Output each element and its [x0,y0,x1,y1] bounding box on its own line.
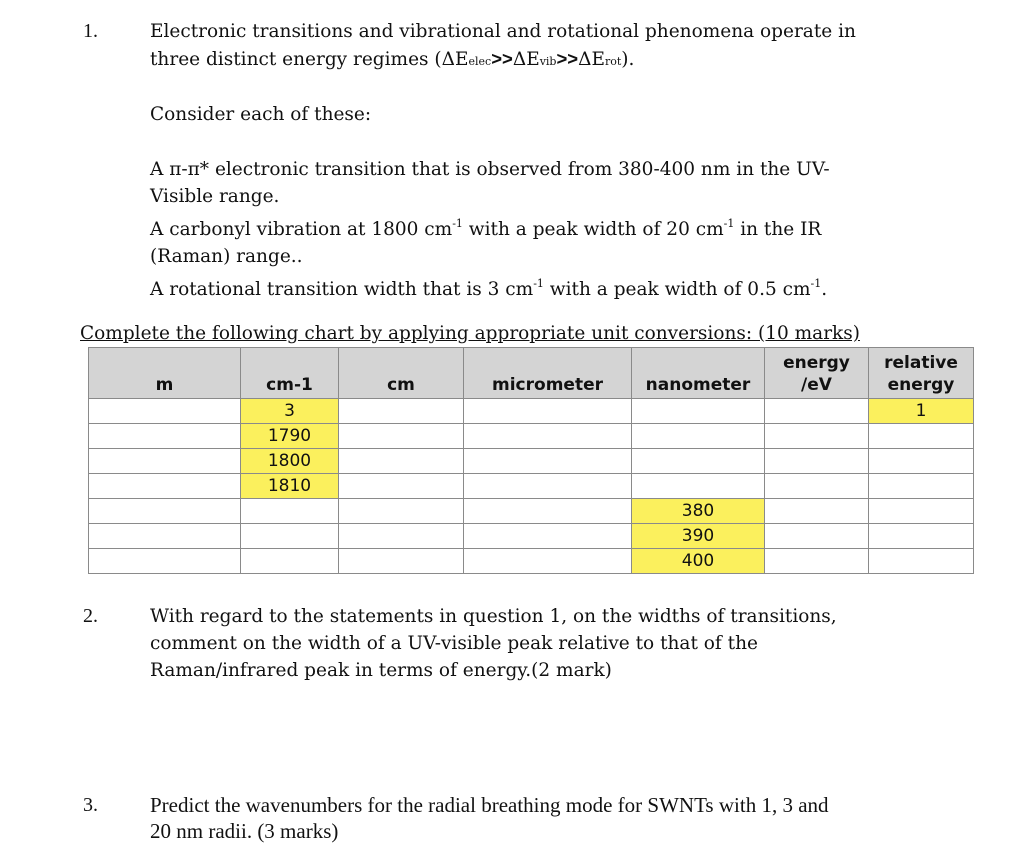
table-cell[interactable] [765,499,869,524]
consider-text: Consider each of these: [150,104,372,125]
table-cell[interactable] [241,524,339,549]
table-cell[interactable] [765,474,869,499]
table-cell[interactable] [89,474,241,499]
table-cell[interactable] [869,524,974,549]
table-cell[interactable] [869,474,974,499]
transition-electronic-line1: A π-π* electronic transition that is observed from 380-400 nm in the UV- [150,159,830,180]
question-3-number: 3. [83,794,98,816]
q3-line2: 20 nm radii. (3 marks) [150,819,339,843]
table-cell[interactable] [632,399,765,424]
q1-line1: Electronic transitions and vibrational and rotational phenomena operate in [150,21,856,42]
table-header-row [89,348,974,399]
table-cell[interactable]: 3 [241,399,339,424]
transitions-list [150,156,923,303]
table-cell[interactable] [89,524,241,549]
table-cell[interactable] [89,424,241,449]
table-row [89,424,974,449]
header-energy: energy /eV [765,348,869,399]
table-cell[interactable] [339,399,464,424]
transition-vibration-line2: (Raman) range.. [150,246,303,267]
question-2-number: 2. [83,605,98,627]
table-cell[interactable] [339,499,464,524]
table-cell[interactable]: 1800 [241,449,339,474]
table-row [89,399,974,424]
question-2-text [150,603,923,684]
transition-electronic-line2: Visible range. [150,186,280,207]
table-cell[interactable] [869,549,974,574]
conversion-table [88,347,974,574]
table-cell[interactable] [632,449,765,474]
transition-vibration: A carbonyl vibration at 1800 $cm^{-1}$ with a peak width of 20 $cm^{-1}$ in the IR [150,217,822,240]
table-cell[interactable] [339,524,464,549]
table-cell[interactable] [464,499,632,524]
table-cell[interactable] [869,499,974,524]
table-cell[interactable] [765,524,869,549]
table-cell[interactable]: 1790 [241,424,339,449]
table-cell[interactable] [464,424,632,449]
transition-rotational: A rotational transition width that is 3 $cm^{-1}$ with a peak width of 0.5 $cm^{-1}$. [150,277,828,300]
table-cell[interactable] [89,549,241,574]
header-m: m [89,348,241,399]
table-cell[interactable] [89,449,241,474]
table-cell[interactable] [339,424,464,449]
table-row [89,524,974,549]
header-relative-energy: relative energy [869,348,974,399]
table-cell[interactable] [339,549,464,574]
question-3-text [150,792,923,844]
table-cell[interactable] [339,474,464,499]
table-cell[interactable] [464,524,632,549]
table-cell[interactable] [464,399,632,424]
chart-instruction: Complete the following chart by applying appropriate unit conversions: (10 marks) [80,323,860,344]
table-cell[interactable]: 1 [869,399,974,424]
q3-line1: Predict the wavenumbers for the radial breathing mode for SWNTs with 1, 3 and [150,793,829,817]
table-cell[interactable] [765,399,869,424]
table-cell[interactable] [89,399,241,424]
table-cell[interactable] [339,449,464,474]
table-cell[interactable] [89,499,241,524]
table-cell[interactable] [464,549,632,574]
header-cm-1: cm-1 [241,348,339,399]
table-cell[interactable] [632,474,765,499]
table-row [89,474,974,499]
table-cell[interactable] [765,549,869,574]
q2-line3: Raman/infrared peak in terms of energy.(2 mark) [150,660,612,681]
table-cell[interactable] [464,449,632,474]
table-cell[interactable] [869,449,974,474]
question-1-number: 1. [83,20,98,42]
table-cell[interactable]: 390 [632,524,765,549]
q2-line1: With regard to the statements in question 1, on the widths of transitions, [150,606,837,627]
table-row [89,549,974,574]
table-cell[interactable]: 400 [632,549,765,574]
table-cell[interactable]: 380 [632,499,765,524]
table-cell[interactable]: 1810 [241,474,339,499]
header-cm: cm [339,348,464,399]
table-cell[interactable] [765,449,869,474]
header-nanometer: nanometer [632,348,765,399]
table-row [89,449,974,474]
table-cell[interactable] [869,424,974,449]
table-cell[interactable] [632,424,765,449]
q2-line2: comment on the width of a UV-visible peak relative to that of the [150,633,758,654]
question-1-text [150,18,923,75]
table-cell[interactable] [241,499,339,524]
header-micrometer: micrometer [464,348,632,399]
table-cell[interactable] [765,424,869,449]
table-cell[interactable] [241,549,339,574]
table-row [89,499,974,524]
table-cell[interactable] [464,474,632,499]
q1-line2: three distinct energy regimes (ΔEelec>>ΔEvib>>ΔErot). [150,48,635,70]
